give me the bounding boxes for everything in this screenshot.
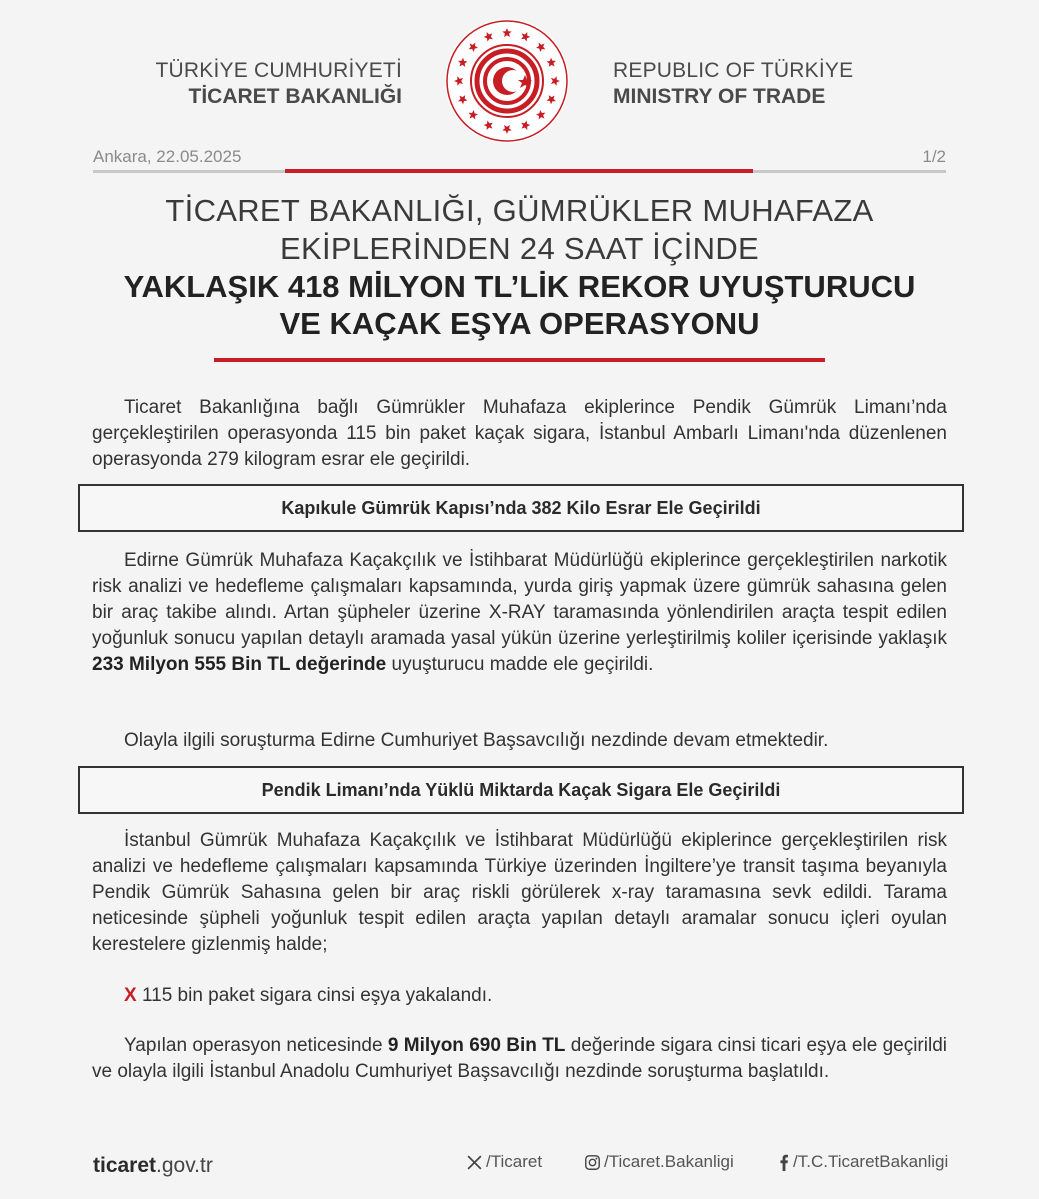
section1-heading: Kapıkule Gümrük Kapısı’nda 382 Kilo Esrar Ele Geçirildi bbox=[281, 497, 761, 518]
header-left bbox=[0, 58, 402, 110]
page-title bbox=[60, 192, 979, 342]
section2-paragraph1 bbox=[92, 828, 947, 958]
bullet-x-icon: X bbox=[124, 985, 137, 1006]
section2-paragraph3 bbox=[92, 1033, 947, 1085]
ministry-emblem-icon bbox=[443, 17, 571, 145]
section1-paragraph1 bbox=[92, 548, 947, 678]
page-number: 1/2 bbox=[922, 147, 946, 166]
footer-x-link[interactable] bbox=[466, 1152, 542, 1172]
instagram-icon bbox=[584, 1154, 601, 1171]
footer-site-rest: .gov.tr bbox=[156, 1154, 213, 1177]
header-left-line2: TİCARET BAKANLIĞI bbox=[188, 85, 402, 108]
section2-p3-tail: değerinde sigara cinsi ticari eşya ele geçirildi ve olayla ilgili İstanbul Anadolu Cumhuriyet Başsavcılığı nezdinde soruşturma başlatıldı. bbox=[92, 1035, 947, 1082]
section1-p1-text: Edirne Gümrük Muhafaza Kaçakçılık ve İstihbarat Müdürlüğü ekiplerince gerçekleştirilen narkotik risk analizi ve hedefleme çalışmaları kapsamında, yurda giriş yapmak üzere gümrük sahasına gelen bir araç takibe alındı. Artan şüpheler üzerine X-RAY taramasında yönlendirilen araçta tespit edilen yoğunluk sonucu yapılan detaylı aramada yasal yükün üzerine yerleştirilmiş koliler içerisinde yaklaşık bbox=[92, 550, 947, 649]
press-date: Ankara, 22.05.2025 bbox=[93, 147, 242, 166]
footer-instagram-link[interactable] bbox=[584, 1152, 734, 1172]
section1-p2-text: Olayla ilgili soruşturma Edirne Cumhuriyet Başsavcılığı nezdinde devam etmektedir. bbox=[124, 730, 829, 751]
section1-paragraph2 bbox=[92, 728, 947, 754]
section1-p1-tail: uyuşturucu madde ele geçirildi. bbox=[386, 654, 654, 675]
footer-x-handle: /Ticaret bbox=[486, 1152, 543, 1171]
section1-p1-value: 233 Milyon 555 Bin TL değerinde bbox=[92, 654, 387, 675]
title-line3: YAKLAŞIK 418 MİLYON TL’LİK REKOR UYUŞTURUCU bbox=[123, 269, 916, 304]
section2-p1-text: İstanbul Gümrük Muhafaza Kaçakçılık ve İstihbarat Müdürlüğü ekiplerince gerçekleştirilen risk analizi ve hedefleme çalışmaları kapsamında Türkiye üzerinden İngiltere’ye transit taşıma beyanıyla Pendik Gümrük Sahasına gelen bir araç riskli görülerek x-ray taramasına sevk edildi. Tarama neticesinde şüpheli yoğunluk tespit edilen araçta yapılan detaylı aramalar sonucu içleri oyulan kerestelere gizlenmiş halde; bbox=[92, 830, 947, 955]
section2-bullet bbox=[92, 983, 947, 1009]
header-right-line1: REPUBLIC OF TÜRKİYE bbox=[613, 59, 854, 82]
title-line4: VE KAÇAK EŞYA OPERASYONU bbox=[279, 306, 760, 341]
section1-heading-box bbox=[78, 484, 964, 532]
section2-p3-value: 9 Milyon 690 Bin TL bbox=[387, 1035, 566, 1056]
intro-paragraph bbox=[92, 395, 947, 473]
title-line2: EKİPLERİNDEN 24 SAAT İÇİNDE bbox=[280, 231, 759, 266]
section2-heading: Pendik Limanı’nda Yüklü Miktarda Kaçak Sigara Ele Geçirildi bbox=[261, 779, 781, 800]
title-line1: TİCARET BAKANLIĞI, GÜMRÜKLER MUHAFAZA bbox=[165, 193, 874, 228]
header-divider-accent bbox=[285, 169, 753, 173]
x-logo-icon bbox=[466, 1154, 483, 1171]
footer-facebook-handle: /T.C.TicaretBakanligi bbox=[793, 1152, 949, 1171]
footer-website[interactable] bbox=[93, 1154, 213, 1178]
footer-site-bold: ticaret bbox=[93, 1154, 157, 1177]
footer-instagram-handle: /Ticaret.Bakanligi bbox=[604, 1152, 734, 1171]
footer-facebook-link[interactable] bbox=[778, 1152, 948, 1172]
section2-heading-box bbox=[78, 766, 964, 814]
section2-p3-text: Yapılan operasyon neticesinde bbox=[124, 1035, 388, 1056]
facebook-icon bbox=[778, 1154, 790, 1171]
section2-bullet-text: 115 bin paket sigara cinsi eşya yakalandı. bbox=[136, 985, 493, 1006]
header-right-line2: MINISTRY OF TRADE bbox=[613, 85, 826, 108]
title-underline bbox=[214, 358, 825, 362]
header-right bbox=[613, 58, 913, 110]
intro-text: Ticaret Bakanlığına bağlı Gümrükler Muhafaza ekiplerince Pendik Gümrük Limanı’nda gerçekleştirilen operasyonda 115 bin paket kaçak sigara, İstanbul Ambarlı Limanı'nda düzenlenen operasyonda 279 kilogram esrar ele geçirildi. bbox=[92, 397, 947, 470]
header-left-line1: TÜRKİYE CUMHURİYETİ bbox=[155, 59, 402, 82]
